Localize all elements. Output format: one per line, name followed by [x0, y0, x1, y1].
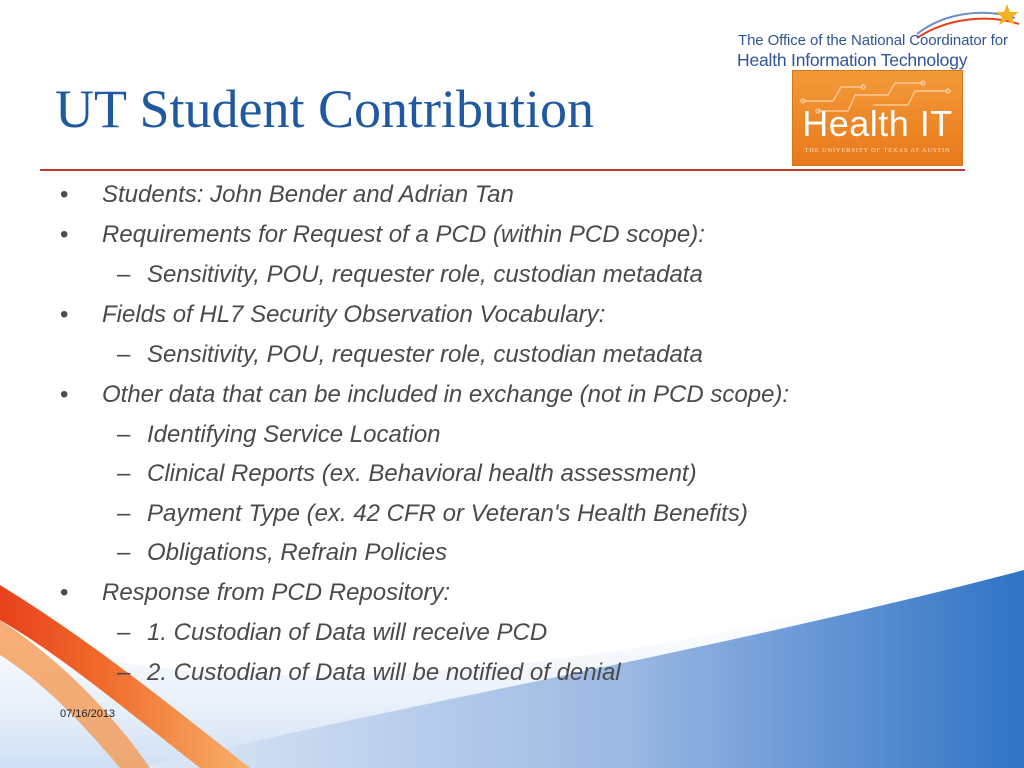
sub-bullet-marker: – — [117, 421, 131, 448]
bullet-item — [60, 380, 790, 410]
sub-bullet-text: Obligations, Refrain Policies — [147, 539, 448, 566]
bullet-marker: • — [60, 221, 69, 248]
badge-title: Health IT — [802, 103, 953, 144]
sub-bullet-marker: – — [117, 460, 131, 487]
slide-date: 07/16/2013 — [60, 708, 116, 720]
sub-bullet-text: Sensitivity, POU, requester role, custodian metadata — [147, 341, 703, 368]
sub-bullet-text: Sensitivity, POU, requester role, custodian metadata — [147, 261, 703, 288]
bullet-text: Fields of HL7 Security Observation Vocabulary: — [102, 301, 606, 328]
bullet-text: Other data that can be included in exchange (not in PCD scope): — [102, 381, 790, 408]
org-name-line2: Health Information Technology — [737, 50, 968, 70]
bullet-text: Students: John Bender and Adrian Tan — [102, 181, 514, 208]
sub-bullet-item — [117, 420, 441, 450]
sub-bullet-text: Clinical Reports (ex. Behavioral health assessment) — [147, 460, 697, 487]
sub-bullet-item — [117, 538, 448, 568]
sub-bullet-text: 1. Custodian of Data will receive PCD — [147, 619, 548, 646]
org-name-line1: The Office of the National Coordinator for — [738, 32, 1008, 49]
bullet-item — [60, 220, 705, 250]
sub-bullet-text: 2. Custodian of Data will be notified of denial — [147, 659, 621, 686]
slide-title: UT Student Contribution — [55, 79, 595, 139]
sub-bullet-marker: – — [117, 500, 131, 527]
badge-subtitle: THE UNIVERSITY OF TEXAS AT AUSTIN — [804, 147, 951, 154]
sub-bullet-item — [117, 340, 703, 370]
sub-bullet-marker: – — [117, 619, 131, 646]
bullet-text: Response from PCD Repository: — [102, 579, 451, 606]
bullet-marker: • — [60, 181, 69, 208]
bullet-item — [60, 578, 451, 608]
sub-bullet-marker: – — [117, 261, 131, 288]
sub-bullet-marker: – — [117, 341, 131, 368]
sub-bullet-marker: – — [117, 539, 131, 566]
sub-bullet-text: Payment Type (ex. 42 CFR or Veteran's Health Benefits) — [147, 500, 748, 527]
sub-bullet-item — [117, 499, 748, 529]
bullet-marker: • — [60, 301, 69, 328]
sub-bullet-item — [117, 459, 697, 489]
sub-bullet-item — [117, 658, 621, 688]
sub-bullet-marker: – — [117, 659, 131, 686]
bullet-item — [60, 180, 514, 210]
sub-bullet-item — [117, 618, 548, 648]
bullet-marker: • — [60, 579, 69, 606]
sub-bullet-text: Identifying Service Location — [147, 421, 441, 448]
sub-bullet-item — [117, 260, 703, 290]
bullet-text: Requirements for Request of a PCD (within PCD scope): — [102, 221, 705, 248]
bullet-item — [60, 300, 606, 330]
bullet-marker: • — [60, 381, 69, 408]
